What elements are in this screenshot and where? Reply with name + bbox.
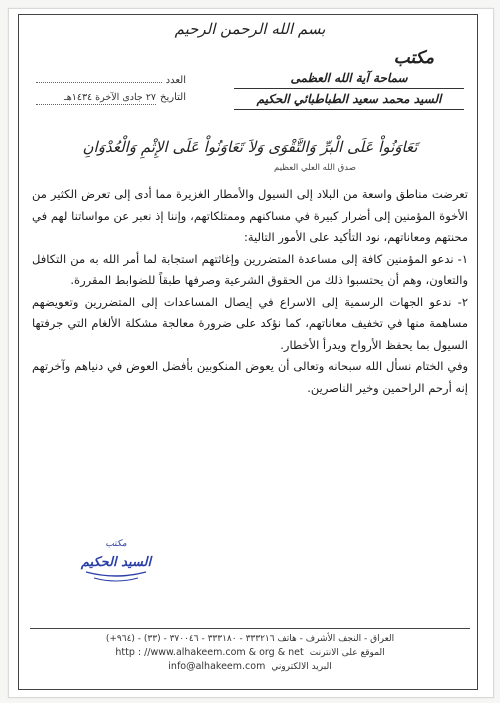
- footer-address-row: [30, 633, 470, 646]
- stamp-flourish-2: [94, 578, 138, 581]
- footer-email-row: [30, 660, 470, 674]
- paragraph-closing: وفي الختام نسأل الله سبحانه وتعالى أن يعوض المنكوبين بأفضل العوض في دنياهم وآخرتهم إنه أرحم الراحمين وخير الناصرين.: [32, 359, 468, 395]
- number-value: [36, 70, 162, 83]
- paragraph-point-2: ٢- ندعو الجهات الرسمية إلى الاسراع في إيصال المساعدات إلى المتضررين وتعويضهم مساهمة منها في تخفيف معاناتهم، كما نؤكد على ضرورة معالجة مشكلة الألغام التي جرفتها السيول بما يحفظ الأرواح ويدرأ الأخطار.: [32, 294, 468, 352]
- footer-website-row: [30, 646, 470, 660]
- stamp-line2: السيد الحكيم: [80, 555, 152, 570]
- basmala: بسم الله الرحمن الرحيم: [174, 20, 326, 38]
- office-title: مكتب: [393, 48, 434, 68]
- footer-address: العراق - النجف الأشرف - هاتف ٣٣٣٢١٦ - ٣٣٣١٨٠ - ٣٧٠٠٤٦ - (٣٣) - (٩٦٤+): [105, 634, 395, 644]
- office-underline-2: [234, 109, 464, 110]
- footer-website-label: الموقع على الانترنت: [309, 648, 385, 658]
- number-label: العدد: [165, 75, 186, 86]
- footer-email-link[interactable]: info@alhakeem.com: [168, 661, 266, 672]
- date-label: التاريخ: [160, 92, 186, 103]
- footer-website-link[interactable]: http : //www.alhakeem.com & org & net: [115, 647, 304, 658]
- office-stamp: [76, 528, 156, 588]
- footer-email-label: البريد الالكتروني: [271, 662, 332, 672]
- quran-verse: تَعَاوَنُواْ عَلَى الْبرِّ وَالتَّقْوَى وَلاَ تَعَاوَنُواْ عَلَى الإِثْمِ وَالْعُدْوَانِ: [82, 138, 418, 156]
- office-title-line2: السيد محمد سعيد الطباطبائي الحكيم: [256, 92, 442, 106]
- verse-source: صدق الله العلي العظيم: [274, 163, 356, 173]
- office-letterhead: [234, 48, 464, 110]
- paragraph-intro: تعرضت مناطق واسعة من البلاد إلى السيول والأمطار الغزيرة مما أدى إلى تعرض الكثير من الأخوة المؤمنين إلى أضرار كبيرة في مساكنهم وممتلكاتهم، وإننا إذ نعبر عن مواساتنا لهم في محنتهم ومعاناتهم، نود التأكيد على الأمور التالية:: [32, 187, 468, 244]
- date-row: [36, 92, 186, 105]
- paragraph-point-1: ١- ندعو المؤمنين كافة إلى مساعدة المتضررين وإغاثتهم استجابة لما أمر الله به من التكافل والتعاون، وهم أن يحتسبوا ذلك من الحقوق الشرعية وصرفها طبقاً للضوابط المقررة.: [32, 251, 468, 287]
- reference-block: [36, 70, 186, 111]
- letter-footer: [30, 628, 470, 674]
- stamp-flourish: [86, 572, 146, 576]
- date-value: ٢٧ جادى الآخرة ١٤٣٤هـ: [36, 92, 156, 105]
- office-underline: [234, 88, 464, 89]
- letter-body: [32, 184, 468, 399]
- stamp-line1: مكتب: [105, 539, 127, 549]
- office-title-line1: سماحة آية الله العظمى: [290, 71, 408, 85]
- number-row: [36, 70, 186, 86]
